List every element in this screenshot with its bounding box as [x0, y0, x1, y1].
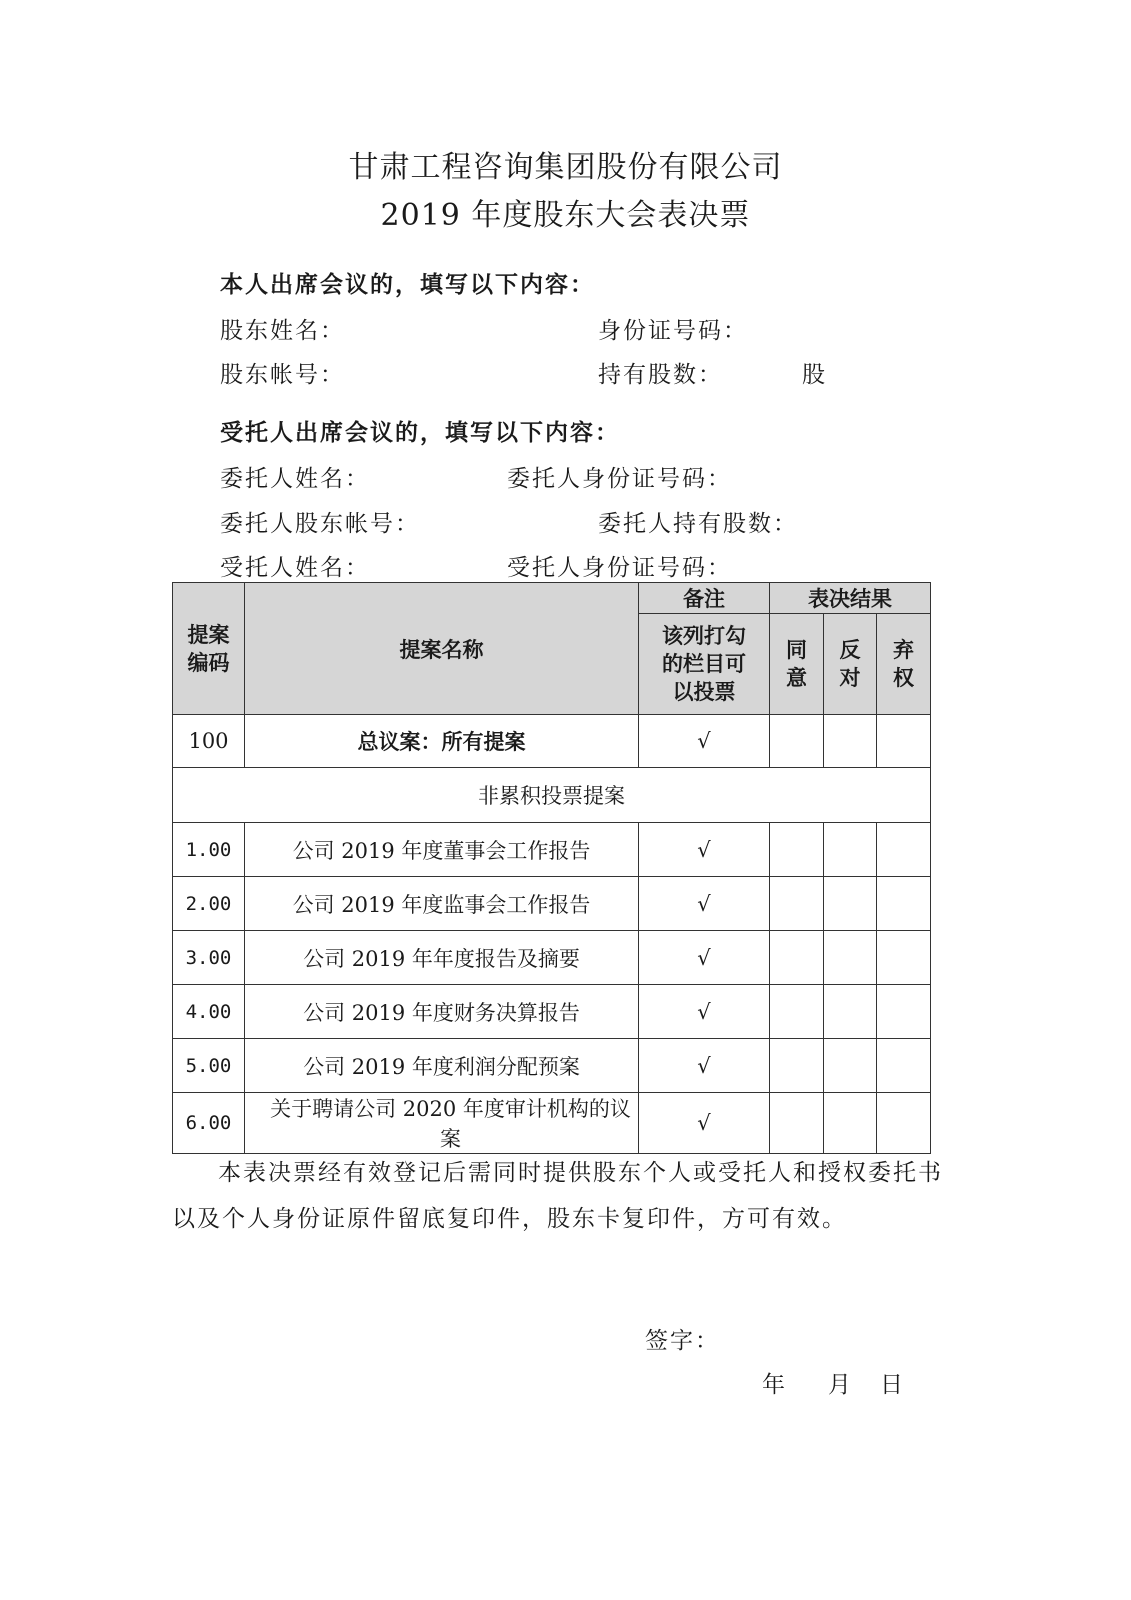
row-code: 5.00: [173, 1039, 245, 1093]
shares-unit: 股: [802, 362, 827, 388]
row-code: 2.00: [173, 877, 245, 931]
col-header-remark-sub: 该列打勾 的栏目可 以投票: [639, 614, 770, 715]
validity-note: 本表决票经有效登记后需同时提供股东个人或受托人和授权委托书以及个人身份证原件留底复印件，股东卡复印件，方可有效。: [172, 1160, 943, 1232]
vote-oppose-cell[interactable]: [824, 877, 877, 931]
page-title: 2019 年度股东大会表决票: [380, 198, 751, 233]
proxy-section-heading: 受托人出席会议的，填写以下内容：: [220, 419, 620, 446]
table-section-row: [173, 768, 931, 823]
shareholder-name-label: 股东姓名：: [220, 318, 345, 344]
table-row: [173, 1039, 931, 1093]
vote-oppose-cell[interactable]: [824, 1039, 877, 1093]
row-mark: √: [639, 823, 770, 877]
principal-shares-label: 委托人持有股数：: [598, 511, 798, 537]
vote-oppose-cell[interactable]: [824, 931, 877, 985]
vote-oppose-cell[interactable]: [824, 715, 877, 768]
row-name: 公司 2019 年度董事会工作报告: [245, 823, 639, 877]
row-code: 1.00: [173, 823, 245, 877]
vote-agree-cell[interactable]: [770, 1039, 824, 1093]
vote-abstain-cell[interactable]: [877, 931, 931, 985]
vote-agree-cell[interactable]: [770, 823, 824, 877]
table-row: [173, 931, 931, 985]
row-name: 公司 2019 年度利润分配预案: [245, 1039, 639, 1093]
vote-abstain-cell[interactable]: [877, 1093, 931, 1154]
col-header-result: 表决结果: [770, 583, 931, 614]
principal-name-label: 委托人姓名：: [220, 466, 370, 492]
row-name: 关于聘请公司 2020 年度审计机构的议案: [245, 1093, 639, 1154]
vote-agree-cell[interactable]: [770, 715, 824, 768]
signature-label: 签字：: [645, 1328, 720, 1354]
col-header-oppose: 反 对: [824, 614, 877, 715]
table-row: [173, 1093, 931, 1154]
col-header-agree: 同 意: [770, 614, 824, 715]
vote-abstain-cell[interactable]: [877, 715, 931, 768]
vote-agree-cell[interactable]: [770, 1093, 824, 1154]
row-mark: √: [639, 1039, 770, 1093]
row-name: 总议案：所有提案: [245, 715, 639, 768]
table-row: [173, 823, 931, 877]
vote-abstain-cell[interactable]: [877, 877, 931, 931]
shares-held-label: 持有股数：: [598, 362, 723, 388]
vote-agree-cell[interactable]: [770, 985, 824, 1039]
row-mark: √: [639, 715, 770, 768]
row-mark: √: [639, 1093, 770, 1154]
voting-table: [172, 582, 931, 1154]
date-month-label: 月: [828, 1372, 853, 1398]
vote-agree-cell[interactable]: [770, 877, 824, 931]
vote-abstain-cell[interactable]: [877, 985, 931, 1039]
row-name: 公司 2019 年年度报告及摘要: [245, 931, 639, 985]
vote-oppose-cell[interactable]: [824, 985, 877, 1039]
col-header-remark: 备注: [639, 583, 770, 614]
vote-abstain-cell[interactable]: [877, 823, 931, 877]
row-mark: √: [639, 877, 770, 931]
table-row: [173, 985, 931, 1039]
principal-account-label: 委托人股东帐号：: [220, 511, 420, 537]
self-section-heading: 本人出席会议的，填写以下内容：: [220, 271, 595, 298]
agent-name-label: 受托人姓名：: [220, 555, 370, 581]
row-name: 公司 2019 年度监事会工作报告: [245, 877, 639, 931]
col-header-abstain: 弃 权: [877, 614, 931, 715]
row-mark: √: [639, 931, 770, 985]
vote-agree-cell[interactable]: [770, 931, 824, 985]
row-mark: √: [639, 985, 770, 1039]
vote-abstain-cell[interactable]: [877, 1039, 931, 1093]
row-name: 公司 2019 年度财务决算报告: [245, 985, 639, 1039]
col-header-name: 提案名称: [245, 583, 639, 715]
row-code: 3.00: [173, 931, 245, 985]
vote-oppose-cell[interactable]: [824, 823, 877, 877]
section-label: 非累积投票提案: [173, 768, 931, 823]
row-code: 4.00: [173, 985, 245, 1039]
vote-oppose-cell[interactable]: [824, 1093, 877, 1154]
date-day-label: 日: [880, 1372, 905, 1398]
shareholder-account-label: 股东帐号：: [220, 362, 345, 388]
id-number-label: 身份证号码：: [598, 318, 748, 344]
row-code: 100: [173, 715, 245, 768]
date-year-label: 年: [762, 1372, 787, 1398]
company-name: 甘肃工程咨询集团股份有限公司: [348, 150, 783, 185]
principal-id-label: 委托人身份证号码：: [507, 466, 732, 492]
col-header-code: 提案 编码: [173, 583, 245, 715]
agent-id-label: 受托人身份证号码：: [507, 555, 732, 581]
row-code: 6.00: [173, 1093, 245, 1154]
table-row: [173, 877, 931, 931]
table-row-total: [173, 715, 931, 768]
